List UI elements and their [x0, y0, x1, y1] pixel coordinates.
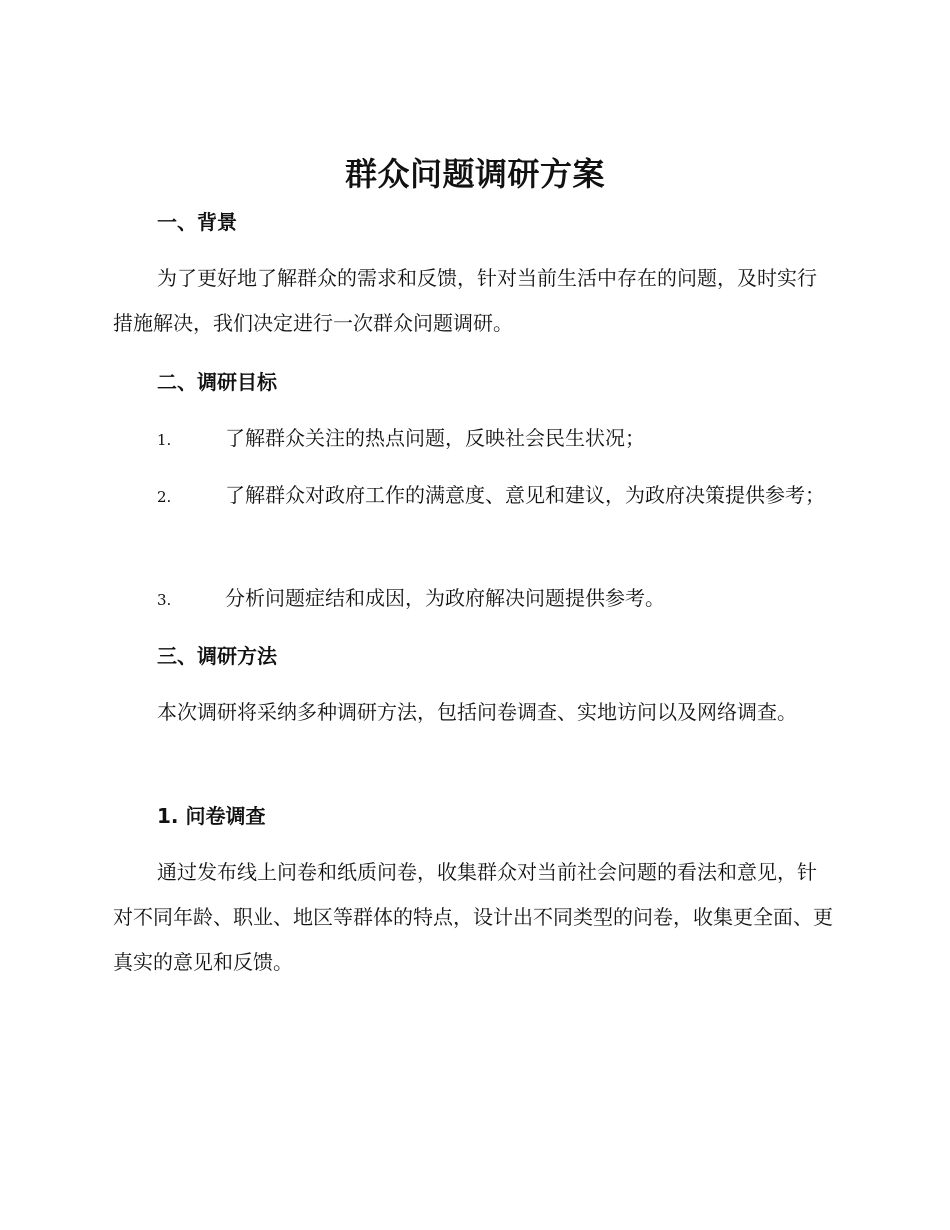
paragraph-questionnaire: 通过发布线上问卷和纸质问卷，收集群众对当前社会问题的看法和意见，针对不同年龄、职业、地区等群体的特点，设计出不同类型的问卷，收集更全面、更真实的意见和反馈。: [113, 860, 833, 974]
list-item-goal-3: [113, 576, 835, 623]
page-title: 群众问题调研方案: [344, 155, 605, 193]
heading-background: 一、背景: [157, 210, 237, 234]
paragraph-background: 为了更好地了解群众的需求和反馈，针对当前生活中存在的问题，及时实行措施解决，我们决定进行一次群众问题调研。: [113, 266, 817, 335]
heading-questionnaire: 1. 问卷调查: [157, 804, 266, 828]
paragraph-methods: 本次调研将采纳多种调研方法，包括问卷调查、实地访问以及网络调查。: [157, 700, 797, 724]
list-item-goal-1: [113, 416, 835, 463]
list-number: 3.: [157, 591, 172, 609]
list-item-goal-2: [113, 473, 835, 520]
list-item-text: 了解群众关注的热点问题，反映社会民生状况；: [225, 426, 645, 450]
heading-goals: 二、调研目标: [157, 370, 277, 394]
list-number: 2.: [157, 488, 172, 506]
list-item-text: 分析问题症结和成因，为政府解决问题提供参考。: [225, 586, 665, 610]
list-number: 1.: [157, 431, 172, 449]
heading-methods: 三、调研方法: [157, 644, 277, 668]
list-item-text: 了解群众对政府工作的满意度、意见和建议，为政府决策提供参考；: [225, 483, 825, 507]
